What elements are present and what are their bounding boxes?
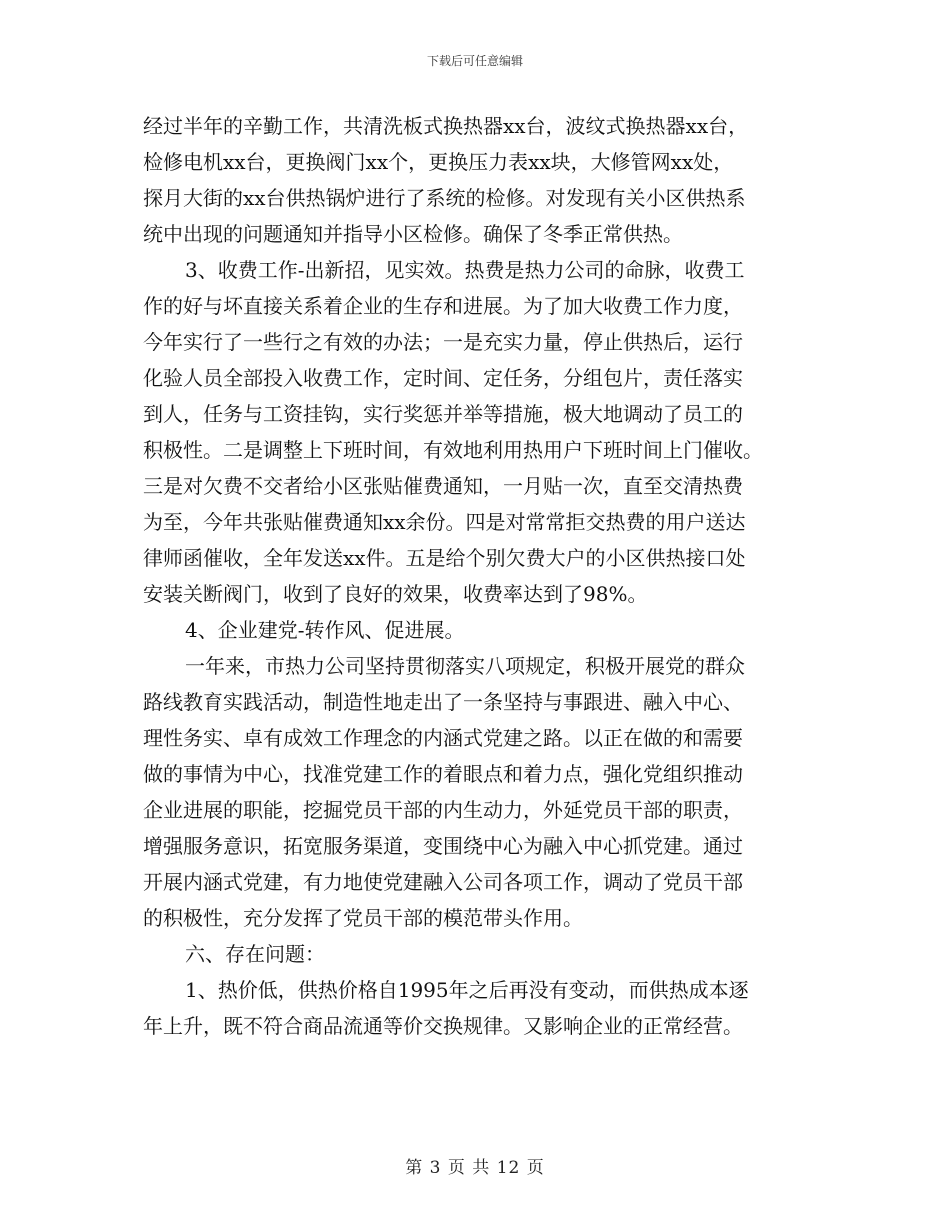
text-line: 路线教育实践活动，制造性地走出了一条坚持与事跟进、融入中心、 — [143, 690, 743, 714]
text-line: 经过半年的辛勤工作，共清洗板式换热器xx台，波纹式换热器xx台， — [143, 114, 749, 138]
text-line: 到人，任务与工资挂钩，实行奖惩并举等措施，极大地调动了员工的 — [143, 402, 743, 426]
text-line: 的积极性，充分发挥了党员干部的模范带头作用。 — [143, 906, 583, 930]
section-heading: 4、企业建党-转作风、促进展。 — [185, 618, 465, 642]
document-body — [143, 108, 811, 1044]
text-line: 企业进展的职能，挖掘党员干部的内生动力，外延党员干部的职责， — [143, 798, 743, 822]
text-line: 做的事情为中心，找准党建工作的着眼点和着力点，强化党组织推动 — [143, 762, 743, 786]
page-header: 下载后可任意编辑 — [426, 54, 523, 68]
text-line: 检修电机xx台，更换阀门xx个，更换压力表xx块，大修管网xx处， — [143, 150, 734, 174]
page-number: 第 3 页 共 12 页 — [405, 1158, 545, 1178]
section-heading: 六、存在问题： — [185, 942, 325, 966]
text-line: 1、热价低，供热价格自1995年之后再没有变动，而供热成本逐 — [185, 978, 749, 1002]
text-line: 为至，今年共张贴催费通知xx余份。四是对常常拒交热费的用户送达 — [143, 510, 746, 534]
text-line: 3、收费工作-出新招，见实效。热费是热力公司的命脉，收费工 — [185, 258, 745, 282]
text-line: 增强服务意识，拓宽服务渠道，变围绕中心为融入中心抓党建。通过 — [143, 834, 743, 858]
text-line: 安装关断阀门，收到了良好的效果，收费率达到了98%。 — [143, 582, 648, 606]
text-line: 理性务实、卓有成效工作理念的内涵式党建之路。以正在做的和需要 — [143, 726, 743, 750]
text-line: 积极性。二是调整上下班时间，有效地利用热用户下班时间上门催收。 — [143, 438, 763, 462]
text-line: 律师函催收，全年发送xx件。五是给个别欠费大户的小区供热接口处 — [143, 546, 746, 570]
text-line: 一年来，市热力公司坚持贯彻落实八项规定，积极开展党的群众 — [185, 654, 745, 678]
text-line: 探月大街的xx台供热锅炉进行了系统的检修。对发现有关小区供热系 — [143, 186, 746, 210]
text-line: 统中出现的问题通知并指导小区检修。确保了冬季正常供热。 — [143, 222, 683, 246]
text-line: 三是对欠费不交者给小区张贴催费通知，一月贴一次，直至交清热费 — [143, 474, 743, 498]
text-line: 今年实行了一些行之有效的办法；一是充实力量，停止供热后，运行 — [143, 330, 743, 354]
text-line: 化验人员全部投入收费工作，定时间、定任务，分组包片，责任落实 — [143, 366, 743, 390]
text-line: 年上升，既不符合商品流通等价交换规律。又影响企业的正常经营。 — [143, 1014, 743, 1038]
text-line: 作的好与坏直接关系着企业的生存和进展。为了加大收费工作力度， — [143, 294, 743, 318]
text-line: 开展内涵式党建，有力地使党建融入公司各项工作，调动了党员干部 — [143, 870, 743, 894]
